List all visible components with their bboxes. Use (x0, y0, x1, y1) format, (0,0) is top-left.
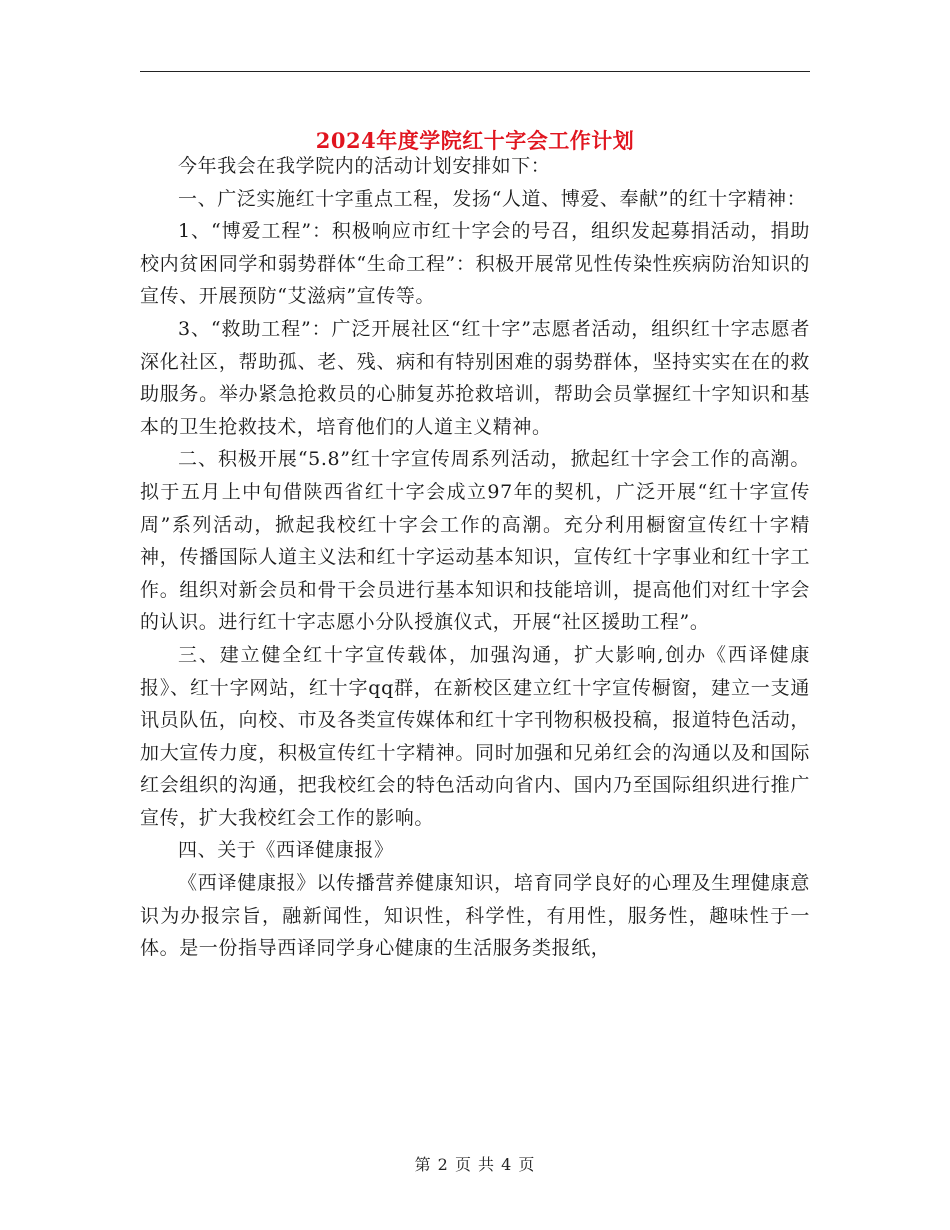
paragraph-intro: 今年我会在我学院内的活动计划安排如下： (178, 155, 551, 177)
paragraph-item-3: 3、“救助工程”：广泛开展社区“红十字”志愿者活动，组织红十字志愿者深化社区，帮助孤、老、残、病和有特别困难的弱势群体，坚持实实在在的救助服务。举办紧急抢救员的心肺复苏抢救培训，帮助会员掌握红十字知识和基本的卫生抢救技术，培育他们的人道主义精神。 (140, 317, 810, 438)
header-rule (140, 71, 810, 72)
paragraph-section-2: 二、积极开展“5.8”红十字宣传周系列活动，掀起红十字会工作的高潮。拟于五月上中旬借陕西省红十字会成立97年的契机，广泛开展“红十字宣传周”系列活动，掀起我校红十字会工作的高潮。充分利用橱窗宣传红十字精神，传播国际人道主义法和红十字运动基本知识，宣传红十字事业和红十字工作。组织对新会员和骨干会员进行基本知识和技能培训，提高他们对红十字会的认识。进行红十字志愿小分队授旗仪式，开展“社区援助工程”。 (140, 448, 810, 634)
paragraph-section-4-body: 《西译健康报》以传播营养健康知识，培育同学良好的心理及生理健康意识为办报宗旨，融新闻性，知识性，科学性，有用性，服务性，趣味性于一体。是一份指导西译同学身心健康的生活服务类报纸， (140, 872, 810, 960)
paragraph-section-4-heading: 四、关于《西译健康报》 (178, 839, 394, 862)
paragraph-item-1: 1、“博爱工程”：积极响应市红十字会的号召，组织发起募捐活动，捐助校内贫困同学和弱势群体“生命工程”：积极开展常见性传染性疾病防治知识的宣传、开展预防“艾滋病”宣传等。 (140, 220, 810, 308)
paragraph-section-1: 一、广泛实施红十字重点工程，发扬“人道、博爱、奉献”的红十字精神： (178, 187, 807, 210)
document-body (140, 150, 810, 965)
document-title: 2024年度学院红十字会工作计划 (315, 128, 635, 154)
paragraph-section-3: 三、建立健全红十字宣传载体，加强沟通，扩大影响,创办《西译健康报》、红十字网站，红十字qq群，在新校区建立红十字宣传橱窗，建立一支通讯员队伍，向校、市及各类宣传媒体和红十字刊物积极投稿，报道特色活动，加大宣传力度，积极宣传红十字精神。同时加强和兄弟红会的沟通以及和国际红会组织的沟通，把我校红会的特色活动向省内、国内乃至国际组织进行推广宣传，扩大我校红会工作的影响。 (140, 643, 810, 829)
page-number-footer: 第 2 页 共 4 页 (414, 1155, 536, 1174)
